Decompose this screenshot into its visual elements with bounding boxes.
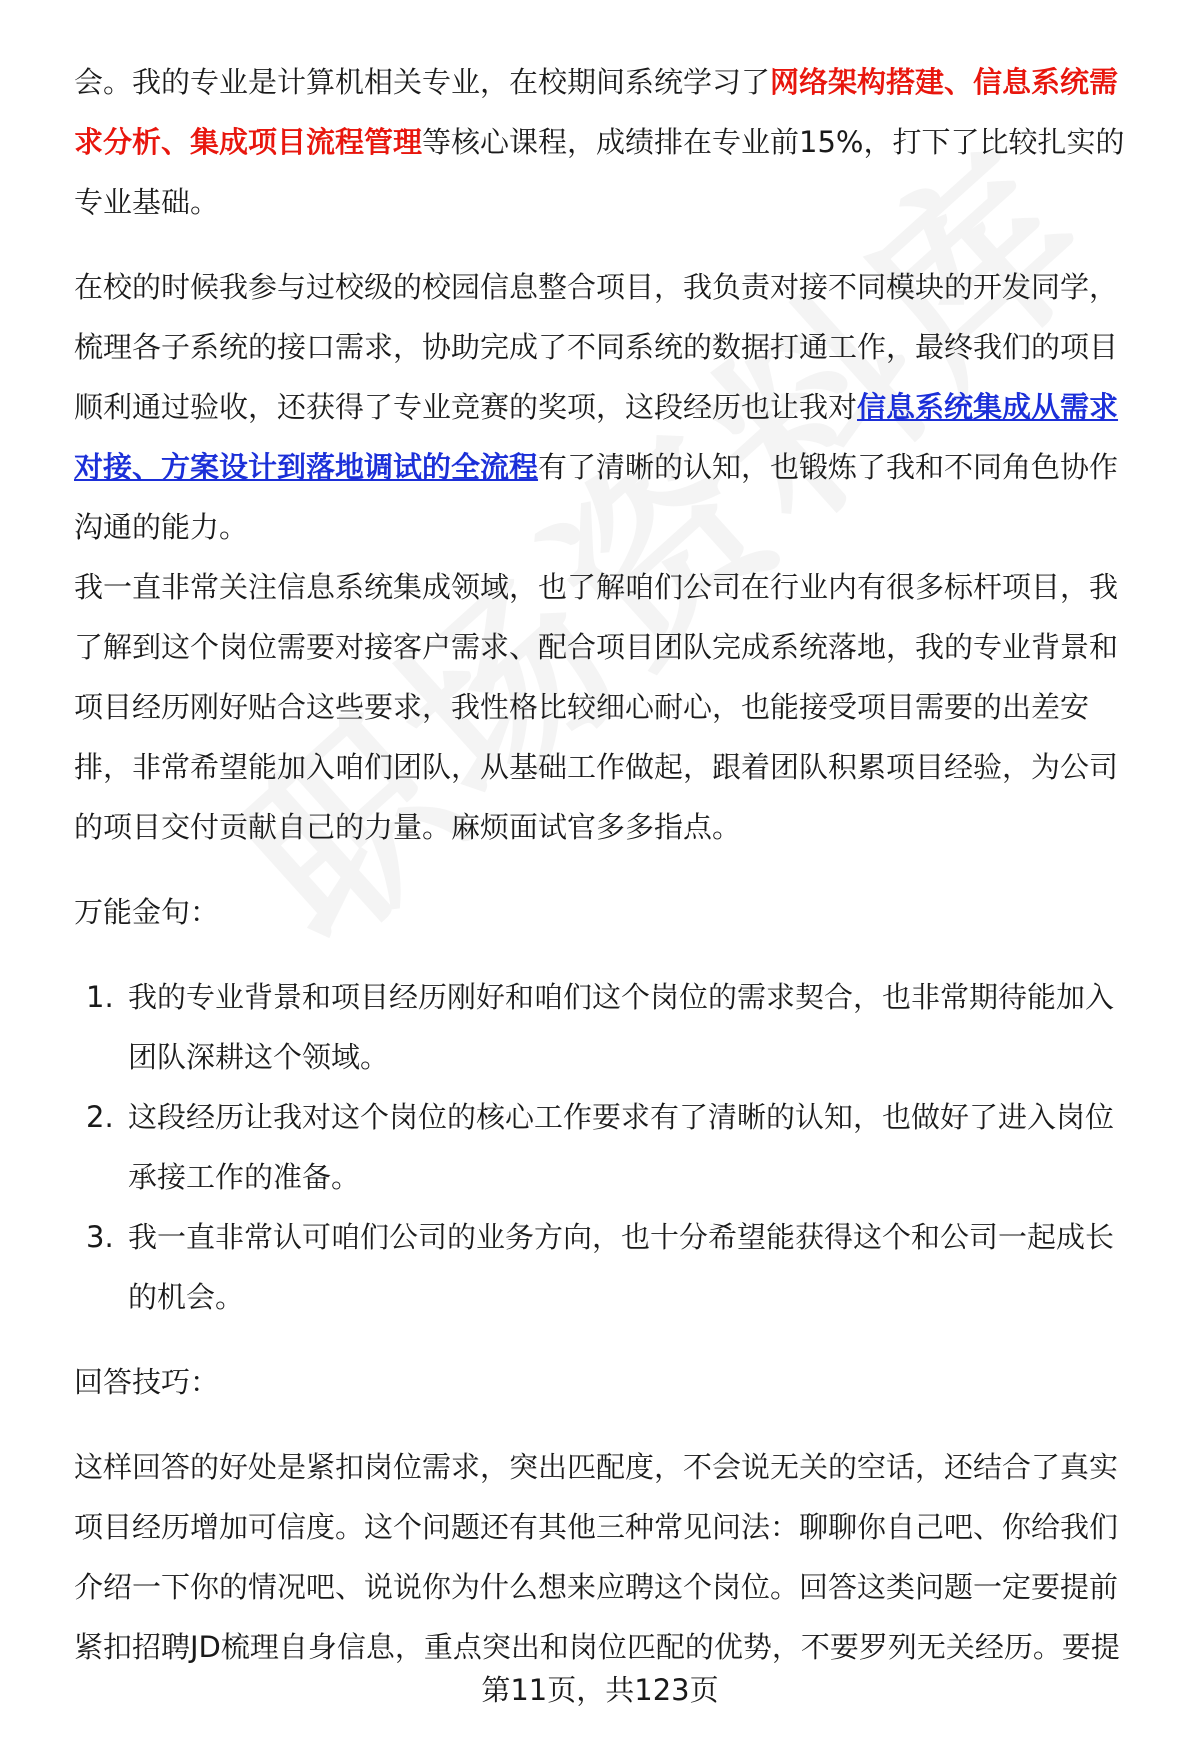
- text-line: 会。我的专业是计算机相关专业，在校期间系统学习了网络架构搭建、信息系统需: [74, 65, 1119, 99]
- paragraph-motivation: [74, 557, 1154, 857]
- paragraph-tips: [74, 1437, 1154, 1677]
- text-line: 这样回答的好处是紧扣岗位需求，突出匹配度，不会说无关的空话，还结合了真实: [74, 1450, 1119, 1484]
- text-line: 了解到这个岗位需要对接客户需求、配合项目团队完成系统落地，我的专业背景和: [74, 630, 1119, 664]
- text-line: 在校的时候我参与过校级的校园信息整合项目，我负责对接不同模块的开发同学，: [74, 270, 1119, 304]
- text-line: 紧扣招聘JD梳理自身信息，重点突出和岗位匹配的优势，不要罗列无关经历。要提: [74, 1630, 1120, 1664]
- highlight-red: 求分析、集成项目流程管理: [74, 125, 423, 159]
- golden-sentences-list: [74, 967, 1154, 1327]
- text-line: 对接、方案设计到落地调试的全流程有了清晰的认知，也锻炼了我和不同角色协作: [74, 450, 1119, 484]
- list-item: 2. 这段经历让我对这个岗位的核心工作要求有了清晰的认知，也做好了进入岗位 承接工作的准备。: [74, 1087, 1154, 1207]
- list-number: 3.: [86, 1220, 114, 1254]
- page-number-footer: 第11页，共123页: [481, 1673, 719, 1707]
- text-line: 介绍一下你的情况吧、说说你为什么想来应聘这个岗位。回答这类问题一定要提前: [74, 1570, 1119, 1604]
- paragraph-project: [74, 257, 1154, 557]
- text-line: 的项目交付贡献自己的力量。麻烦面试官多多指点。: [74, 810, 742, 844]
- text-line: 我一直非常关注信息系统集成领域，也了解咱们公司在行业内有很多标杆项目，我: [74, 570, 1119, 604]
- text-line: 求分析、集成项目流程管理等核心课程，成绩排在专业前15%，打下了比较扎实的: [74, 125, 1125, 159]
- highlight-blue-link: 信息系统集成从需求: [857, 390, 1119, 424]
- highlight-red: 网络架构搭建、信息系统需: [770, 65, 1119, 99]
- golden-sentences-heading: 万能金句：: [74, 895, 220, 929]
- answer-tips-heading: 回答技巧：: [74, 1365, 220, 1399]
- list-number: 2.: [86, 1100, 114, 1134]
- list-item: 3. 我一直非常认可咱们公司的业务方向，也十分希望能获得这个和公司一起成长 的机会。: [74, 1207, 1154, 1327]
- list-number: 1.: [86, 980, 114, 1014]
- text-line: 梳理各子系统的接口需求，协助完成了不同系统的数据打通工作，最终我们的项目: [74, 330, 1119, 364]
- text-line: 沟通的能力。: [74, 510, 249, 544]
- text-line: 排，非常希望能加入咱们团队，从基础工作做起，跟着团队积累项目经验，为公司: [74, 750, 1119, 784]
- paragraph-education: [74, 52, 1154, 232]
- list-item: 1. 我的专业背景和项目经历刚好和咱们这个岗位的需求契合，也非常期待能加入 团队深耕这个领域。: [74, 967, 1154, 1087]
- document-page: [74, 52, 1154, 1677]
- text-line: 项目经历刚好贴合这些要求，我性格比较细心耐心，也能接受项目需要的出差安: [74, 690, 1090, 724]
- highlight-blue-link: 对接、方案设计到落地调试的全流程: [74, 450, 539, 484]
- text-line: 专业基础。: [74, 185, 220, 219]
- text-line: 顺利通过验收，还获得了专业竞赛的奖项，这段经历也让我对信息系统集成从需求: [74, 390, 1119, 424]
- text-line: 项目经历增加可信度。这个问题还有其他三种常见问法：聊聊你自己吧、你给我们: [74, 1510, 1119, 1544]
